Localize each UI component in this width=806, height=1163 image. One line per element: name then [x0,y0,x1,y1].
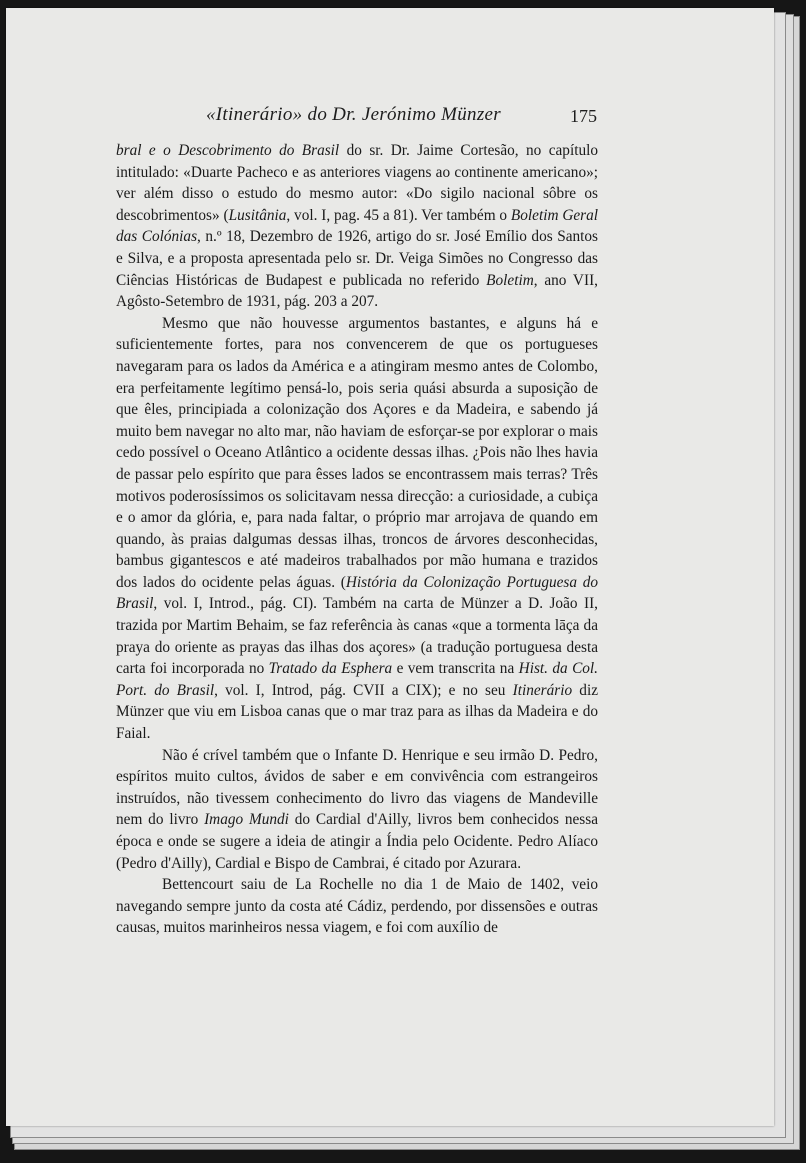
italic-text: Lusitânia [228,206,287,224]
italic-text: Itinerário [512,681,573,699]
italic-text: Boletim [486,271,534,289]
text-run: , vol. I, Introd, pág. CVII a CIX); e no seu [214,681,513,699]
text-run: , n.º 18, Dezembro de 1926, artigo do sr. José Emílio dos Santos e Silva, e a proposta apresentada pelo sr. Dr. Veiga Simões no Congresso das Ciências Históricas de Budapest e publicada no referido [116,228,599,289]
paragraph [116,140,598,313]
text-run: e vem transcrita na [392,660,519,678]
running-header: «Itinerário» do Dr. Jerónimo Münzer [206,104,501,125]
text-run: Não é crível também que o Infante D. Henrique e seu irmão D. Pedro, espíritos muito cultos, ávidos de saber e em convivência com estrangeiros instruídos, não tivessem conhecimento do livro das viagens de Mandeville nem do livro [116,746,598,829]
page-number: 175 [570,106,597,126]
text-run: diz Münzer que viu em Lisboa canas que o mar traz para as ilhas da Madeira e do Faial. [116,681,598,743]
italic-text: Hist. da Col. Port. do Brasil [116,660,598,699]
text-run: , ano VII, Agôsto-Setembro de 1931, pág. 203 a 207. [116,271,598,311]
italic-text: Tratado da Esphera [268,660,393,678]
italic-text: História da Colonização Portuguesa do Brasil [116,573,598,613]
paragraph [116,313,598,745]
text-run: do sr. Dr. Jaime Cortesão, no capítulo intitulado: «Duarte Pacheco e as anteriores viagens ao continente americano»; ver além disso o estudo do mesmo autor: «Do sigilo nacional sôbre os descobrimentos» ( [116,142,599,224]
text-run: , vol. I, Introd., pág. CI). Também na carta de Münzer a D. João II, trazida por Martim Behaim, se faz referência às canas «que a tormenta lāça da praya do oriente as prayas das ilhas dos açores» (a tradução portuguesa desta carta foi incorporada no [116,595,598,678]
text-run: Mesmo que não houvesse argumentos bastantes, e alguns há e suficientemente fortes, para nos convencerem de que os portugueses navegaram para os lados da América e a atingiram mesmo antes de Colombo, era perfeitamente legítimo pensá-lo, pois seria quási absurda a suposição de que êles, principiada a colonização dos Açores e da Madeira, e sabendo já muito bem navegar no alto mar, não haviam de esforçar-se por explorar o mais cedo possível o Oceano Atlântico a ocidente dessas ilhas. ¿Pois não lhes havia de passar pelo espírito que para êsses lados se encontrassem mais terras? Três motivos poderosíssimos os solicitavam nessa direcção: a curiosidade, a cubiça e o amor da glória, e, para nada faltar, o próprio mar arrojava de quando em quando, às praias dalgumas dessas ilhas, troncos de árvores desconhecidas, bambus gigantescos e até madeiros trabalhados por mão humana e trazidos dos lados do ocidente pelas águas. ( [116,314,598,591]
body-text [116,140,598,939]
paragraph [116,874,598,939]
text-run: Bettencourt saiu de La Rochelle no dia 1 de Maio de 1402, veio navegando sempre junto da costa até Cádiz, perdendo, por dissensões e outras causas, muitos marinheiros nessa viagem, e foi com auxílio de [116,876,598,937]
text-run: do Cardial d'Ailly, livros bem conhecidos nessa época e onde se sugere a ideia de atingir a Índia pelo Ocidente. Pedro Alíaco (Pedro d'Ailly), Cardial e Bispo de Cambrai, é citado por Azurara. [116,811,598,872]
text-run: , vol. I, pag. 45 a 81). Ver também o [286,206,511,224]
italic-text: Boletim Geral das Colónias [116,206,599,246]
italic-text: Imago Mundi [204,811,289,829]
paragraph [116,745,598,875]
italic-text: bral e o Descobrimento do Brasil [116,142,340,159]
